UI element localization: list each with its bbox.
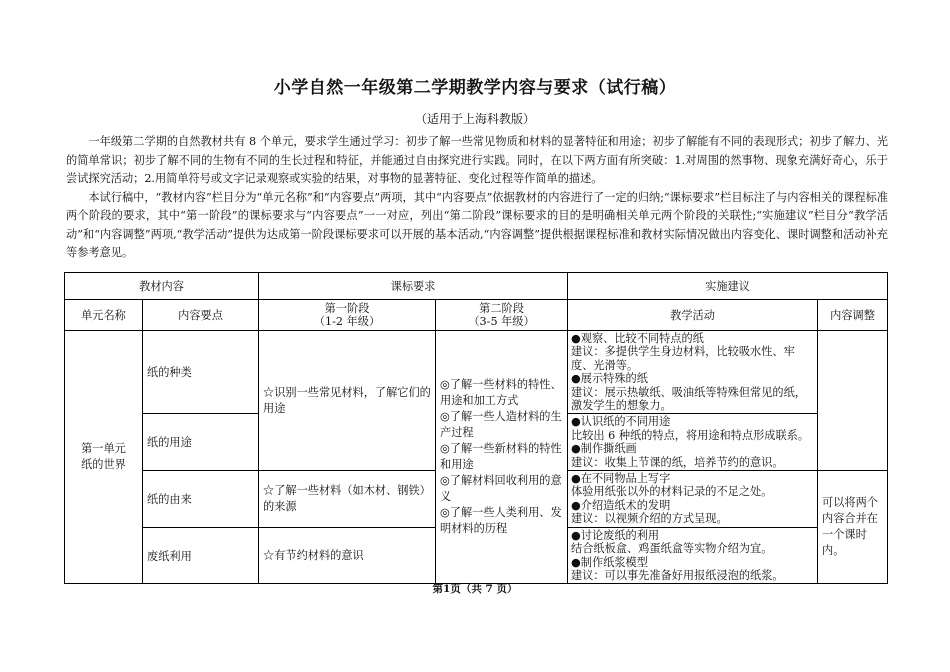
teaching-activity: [568, 414, 818, 471]
activity-line: ●介绍造纸术的发明: [571, 498, 671, 512]
activity-line: ●观察、比较不同特点的纸: [571, 332, 704, 345]
stage-2-item: ◎了解材料回收利用的意义: [440, 474, 562, 504]
document-subtitle: （适用于上海科教版）: [414, 112, 535, 126]
content-point: 纸的由来: [143, 471, 259, 528]
stage-1-label: 第一阶段: [324, 302, 370, 315]
intro-paragraph-1: 一年级第二学期的自然教材共有 8 个单元，要求学生通过学习：初步了解一些常见物质和材料的显著特征和用途；初步了解能有不同的表现形式；初步了解力、光的简单常识；初步了解不同的生物有不同的生长过程和特征，并能通过自由探究进行实践。同时，在以下两方面有所突破：1.对周围的然事物、现象充满好奇心，乐于尝试探究活动；2.用简单符号或文字记录观察或实验的结果，对事物的显著特征、变化过程等作简单的描述。: [66, 135, 888, 185]
stage-2-item: ◎了解一些新材料的特性和用途: [440, 442, 562, 472]
activity-line: ●展示特殊的纸: [571, 372, 648, 386]
stage-1-requirement: ☆识别一些常见材料，了解它们的用途: [259, 331, 436, 471]
activity-line: 结合纸板盒、鸡蛋纸盒等实物介绍为宜。: [571, 542, 773, 556]
stage-2-label: 第二阶段: [479, 302, 524, 315]
header-content-adjustment: 内容调整: [818, 300, 888, 331]
activity-line: ●认识纸的不同用途: [571, 415, 671, 429]
header-unit-name: 单元名称: [65, 300, 143, 331]
header-stage-2: [436, 300, 568, 331]
activity-line: 建议：收集上节课的纸，培养节约的意识。: [571, 455, 784, 469]
content-adjustment-empty: [818, 331, 888, 471]
header-content-points: 内容要点: [143, 300, 259, 331]
activity-line: 建议：可以事先准备好用报纸浸泡的纸浆。: [571, 568, 784, 582]
header-standard-requirements: 课标要求: [259, 273, 568, 300]
page-number: 第1页（共 7 页）: [432, 583, 518, 595]
teaching-activity: [568, 527, 818, 584]
stage-2-requirements: [436, 331, 568, 584]
header-teaching-content: 教材内容: [65, 273, 259, 300]
content-point: 纸的用途: [143, 414, 259, 471]
stage-1-grade: （1-2 年级）: [313, 315, 381, 328]
header-stage-1: [259, 300, 436, 331]
table-row: [65, 331, 888, 414]
activity-line: 比较出 6 种纸的特点，将用途和特点形成联系。: [571, 428, 810, 442]
stage-2-item: ◎了解一些材料的特性、用途和加工方式: [440, 378, 562, 408]
teaching-activity: [568, 471, 818, 528]
unit-name-cell: [65, 331, 143, 584]
header-implementation: 实施建议: [568, 273, 888, 300]
stage-2-item: ◎了解一些人类利用、发明材料的历程: [440, 506, 562, 536]
activity-line: 建议：以视频介绍的方式呈现。: [571, 512, 728, 526]
header-teaching-activity: 教学活动: [568, 300, 818, 331]
unit-number: 第一单元: [81, 442, 126, 456]
unit-title: 纸的世界: [81, 458, 126, 472]
activity-line: 建议：多提供学生身边材料，比较吸水性、牢度、光滑等。: [571, 345, 795, 372]
activity-line: ●制作纸浆模型: [571, 555, 648, 569]
activity-line: 体验用纸张以外的材料记录的不足之处。: [571, 485, 773, 499]
activity-line: ●制作撕纸画: [571, 442, 637, 456]
activity-line: 建议：展示热敏纸、吸油纸等特殊但常见的纸，激发学生的想象力。: [571, 385, 806, 413]
document-title: 小学自然一年级第二学期教学内容与要求（试行稿）: [273, 78, 677, 98]
stage-1-requirement: ☆有节约材料的意识: [259, 527, 436, 584]
stage-1-requirement: ☆了解一些材料（如木材、钢铁）的来源: [259, 471, 436, 528]
curriculum-table: [64, 272, 888, 584]
content-adjustment: 可以将两个内容合并在一个课时内。: [818, 471, 888, 584]
content-point: 废纸利用: [143, 527, 259, 584]
column-header-row: [65, 300, 888, 331]
teaching-activity: [568, 331, 818, 414]
intro-paragraph-2: 本试行稿中，“教材内容”栏目分为“单元名称”和“内容要点”两项，其中“内容要点”依据教材的内容进行了一定的归纳;“课标要求”栏目标注了与内容相关的课程标准两个阶段的要求，其中“第一阶段”的课标要求与“内容要点”一一对应，列出“第二阶段”课标要求的目的是明确相关单元两个阶段的关联性;“实施建议”栏目分“教学活动”和“内容调整”两项,“教学活动”提供为达成第一阶段课标要求可以开展的基本活动,“内容调整”提供根据课程标准和教材实际情况做出内容变化、课时调整和活动补充等参考意见。: [66, 190, 888, 259]
intro-text: [66, 133, 888, 263]
activity-line: ●在不同物品上写字: [571, 472, 671, 486]
content-point: 纸的种类: [143, 331, 259, 414]
stage-2-item: ◎了解一些人造材料的生产过程: [440, 410, 562, 440]
activity-line: ●讨论废纸的利用: [571, 528, 660, 542]
stage-2-grade: （3-5 年级）: [468, 315, 535, 328]
group-header-row: [65, 273, 888, 300]
